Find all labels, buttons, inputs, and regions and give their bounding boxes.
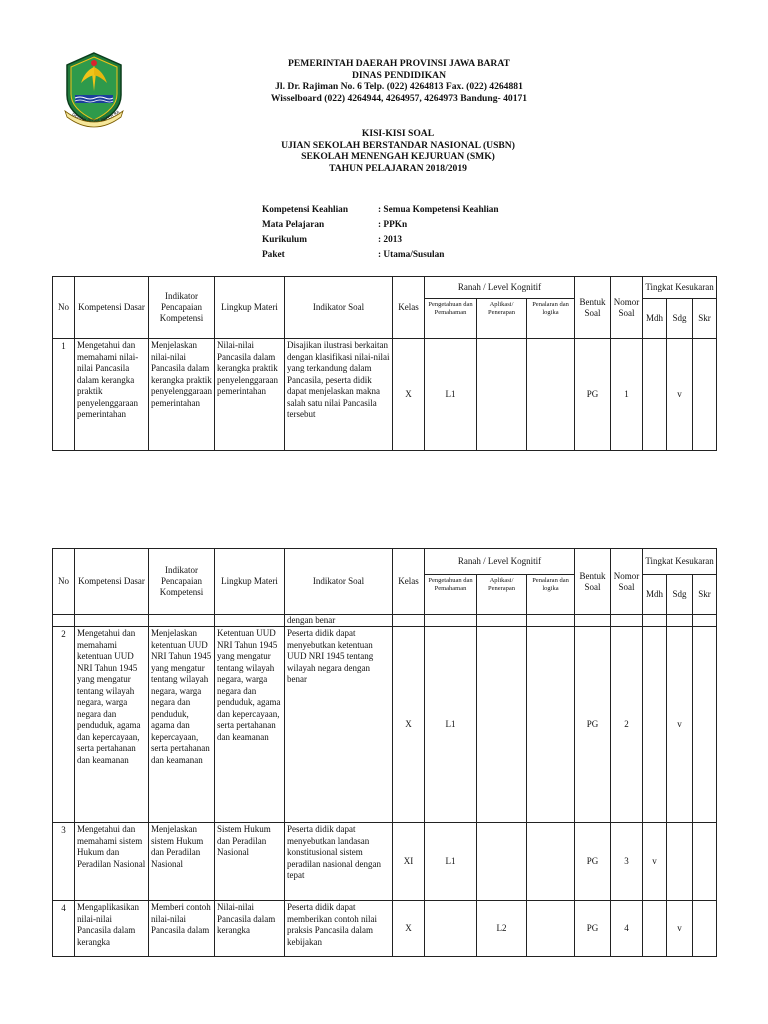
cell-level-1: L1	[425, 339, 477, 451]
cell-level-2	[477, 339, 527, 451]
cell-no: 2	[53, 627, 75, 823]
meta-row	[262, 203, 499, 218]
cell-bentuk-soal: PG	[575, 339, 611, 451]
header-nomor-soal: Nomor Soal	[611, 277, 643, 339]
cell-mudah: v	[643, 823, 667, 901]
cell-bentuk-soal: PG	[575, 901, 611, 957]
cell-indikator-pencapaian: Menjelaskan ketentuan UUD NRI Tahun 1945 yang mengatur tentang wilayah negara, warga negara dan penduduk, agama dan kepercayaan, serta pertahanan dan keamanan	[149, 627, 215, 823]
header-indikator-soal: Indikator Soal	[285, 549, 393, 615]
header-nomor-soal: Nomor Soal	[611, 549, 643, 615]
cell-indikator-soal: Peserta didik dapat menyebutkan ketentuan UUD NRI 1945 tentang wilayah negara dengan benar	[285, 627, 393, 823]
letterhead-address: Jl. Dr. Rajiman No. 6 Telp. (022) 4264813 Fax. (022) 4264881	[275, 81, 523, 92]
cell-sedang: v	[667, 901, 693, 957]
header-level-1: Pengetahuan dan Pemahaman	[425, 299, 477, 339]
meta-row	[262, 233, 499, 248]
title-line-4: TAHUN PELAJARAN 2018/2019	[329, 162, 467, 174]
header-bentuk-soal: Bentuk Soal	[575, 277, 611, 339]
kisi-kisi-table-1	[52, 276, 717, 451]
title-line-2: UJIAN SEKOLAH BERSTANDAR NASIONAL (USBN)	[281, 139, 515, 151]
title-line-1: KISI-KISI SOAL	[361, 128, 435, 139]
header-kompetensi-dasar: Kompetensi Dasar	[75, 549, 149, 615]
header-indikator-pencapaian: Indikator Pencapaian Kompetensi	[149, 549, 215, 615]
cell-kelas: X	[393, 339, 425, 451]
cell-lingkup-materi: Ketentuan UUD NRI Tahun 1945 yang mengatur tentang wilayah negara, warga negara dan penduduk, agama dan kepercayaan, serta pertahanan dan keamanan	[215, 627, 285, 823]
continuation-row	[53, 615, 717, 627]
cell-indikator-soal: Peserta didik dapat menyebutkan landasan konstitusional sistem peradilan nasional dengan tepat	[285, 823, 393, 901]
cell-indikator-pencapaian: Menjelaskan sistem Hukum dan Peradilan Nasional	[149, 823, 215, 901]
header-lingkup-materi: Lingkup Materi	[215, 277, 285, 339]
header-indikator-pencapaian: Indikator Pencapaian Kompetensi	[149, 277, 215, 339]
cell-indikator-pencapaian: Menjelaskan nilai-nilai Pancasila dalam kerangka praktik penyelenggaraan pemerintahan	[149, 339, 215, 451]
cell-lingkup-materi: Nilai-nilai Pancasila dalam kerangka praktik penyelenggaraan pemerintahan	[215, 339, 285, 451]
cell-kompetensi-dasar: Mengaplikasikan nilai-nilai Pancasila dalam kerangka	[75, 901, 149, 957]
cell-indikator-soal: Peserta didik dapat memberikan contoh nilai praksis Pancasila dalam kebijakan	[285, 901, 393, 957]
cell-mudah	[643, 627, 667, 823]
meta-label: Kompetensi Keahlian	[262, 205, 349, 216]
cell-mudah	[643, 339, 667, 451]
meta-info	[262, 203, 499, 262]
header-level-2: Aplikasi/ Penerapan	[477, 299, 527, 339]
cell-no: 1	[53, 339, 75, 451]
header-tingkat-kesukaran: Tingkat Kesukaran	[643, 277, 717, 299]
cell-nomor-soal: 4	[611, 901, 643, 957]
cell-nomor-soal: 3	[611, 823, 643, 901]
cell-level-1: L1	[425, 823, 477, 901]
cell-level-2	[477, 627, 527, 823]
cell-mudah	[643, 901, 667, 957]
letterhead-phone: Wisselboard (022) 4264944, 4264957, 4264973 Bandung- 40171	[270, 92, 528, 104]
header-ranah-level: Ranah / Level Kognitif	[425, 277, 575, 299]
header-level-3: Penalaran dan logika	[527, 575, 575, 615]
header-no: No	[53, 549, 75, 615]
header-ranah-level: Ranah / Level Kognitif	[425, 549, 575, 575]
letterhead-line-1: PEMERINTAH DAERAH PROVINSI JAWA BARAT	[288, 58, 510, 69]
cell-kelas: X	[393, 627, 425, 823]
cell-level-1: L1	[425, 627, 477, 823]
header-kelas: Kelas	[393, 549, 425, 615]
cell-kompetensi-dasar: Mengetahui dan memahami ketentuan UUD NRI Tahun 1945 yang mengatur tentang wilayah negara, warga negara dan penduduk, agama dan kepercayaan, serta pertahanan dan keamanan	[75, 627, 149, 823]
meta-row	[262, 247, 499, 262]
cell-kelas: XI	[393, 823, 425, 901]
table-row	[53, 901, 717, 957]
cell-level-3	[527, 627, 575, 823]
meta-label: Mata Pelajaran	[262, 220, 325, 231]
cell-level-1	[425, 901, 477, 957]
meta-row	[262, 218, 499, 233]
cell-sukar	[693, 901, 717, 957]
cell-sedang: v	[667, 339, 693, 451]
letterhead-line-2: DINAS PENDIDIKAN	[351, 69, 447, 81]
cell-lingkup-materi: Nilai-nilai Pancasila dalam kerangka	[215, 901, 285, 957]
meta-value: : 2013	[378, 234, 403, 245]
meta-label: Kurikulum	[262, 234, 307, 245]
cell-kompetensi-dasar: Mengetahui dan memahami nilai-nilai Pancasila dalam kerangka praktik penyelenggaraan pemerintahan	[75, 339, 149, 451]
header-sedang: Sdg	[667, 575, 693, 615]
cell-level-3	[527, 901, 575, 957]
header-lingkup-materi: Lingkup Materi	[215, 549, 285, 615]
header-tingkat-kesukaran: Tingkat Kesukaran	[643, 549, 717, 575]
header-sukar: Skr	[693, 575, 717, 615]
cell-level-2: L2	[477, 901, 527, 957]
cell-sedang	[667, 823, 693, 901]
cell-sukar	[693, 627, 717, 823]
cell-nomor-soal: 2	[611, 627, 643, 823]
table-row	[53, 339, 717, 451]
cell-nomor-soal: 1	[611, 339, 643, 451]
cell-kompetensi-dasar: Mengetahui dan memahami sistem Hukum dan Peradilan Nasional	[75, 823, 149, 901]
cell-sukar	[693, 339, 717, 451]
cell-level-3	[527, 339, 575, 451]
table-row	[53, 627, 717, 823]
cell-level-3	[527, 823, 575, 901]
header-mudah: Mdh	[643, 575, 667, 615]
meta-value: : PPKn	[378, 220, 408, 231]
cell-no: 3	[53, 823, 75, 901]
title-line-3: SEKOLAH MENENGAH KEJURUAN (SMK)	[301, 151, 495, 162]
cell-bentuk-soal: PG	[575, 627, 611, 823]
letterhead	[210, 58, 588, 104]
header-bentuk-soal: Bentuk Soal	[575, 549, 611, 615]
header-kompetensi-dasar: Kompetensi Dasar	[75, 277, 149, 339]
cell-indikator-soal: Disajikan ilustrasi berkaitan dengan klasifikasi nilai-nilai yang terkandung dalam Pancasila, peserta didik dapat menjelaskan makna salah satu nilai Pancasila tersebut	[285, 339, 393, 451]
cell-indikator-pencapaian: Memberi contoh nilai-nilai Pancasila dalam	[149, 901, 215, 957]
header-level-1: Pengetahuan dan Pemahaman	[425, 575, 477, 615]
cell-level-2	[477, 823, 527, 901]
jawa-barat-emblem-logo	[63, 51, 125, 129]
kisi-kisi-table-2	[52, 548, 717, 957]
header-indikator-soal: Indikator Soal	[285, 277, 393, 339]
cell-sedang: v	[667, 627, 693, 823]
header-sedang: Sdg	[667, 299, 693, 339]
cell-kelas: X	[393, 901, 425, 957]
cell-sukar	[693, 823, 717, 901]
header-level-2: Aplikasi/ Penerapan	[477, 575, 527, 615]
header-no: No	[53, 277, 75, 339]
meta-value: : Semua Kompetensi Keahlian	[378, 205, 499, 216]
cell-lingkup-materi: Sistem Hukum dan Peradilan Nasional	[215, 823, 285, 901]
header-kelas: Kelas	[393, 277, 425, 339]
cell-no: 4	[53, 901, 75, 957]
meta-label: Paket	[262, 249, 285, 260]
meta-value: : Utama/Susulan	[378, 249, 445, 260]
logo-motto-text: GEMAH RIPAH REPEH RA	[71, 109, 121, 124]
document-title	[200, 128, 596, 174]
cell-indikator-soal-continued: dengan benar	[285, 615, 393, 627]
header-sukar: Skr	[693, 299, 717, 339]
table-row	[53, 823, 717, 901]
header-level-3: Penalaran dan logika	[527, 299, 575, 339]
header-mudah: Mdh	[643, 299, 667, 339]
cell-bentuk-soal: PG	[575, 823, 611, 901]
